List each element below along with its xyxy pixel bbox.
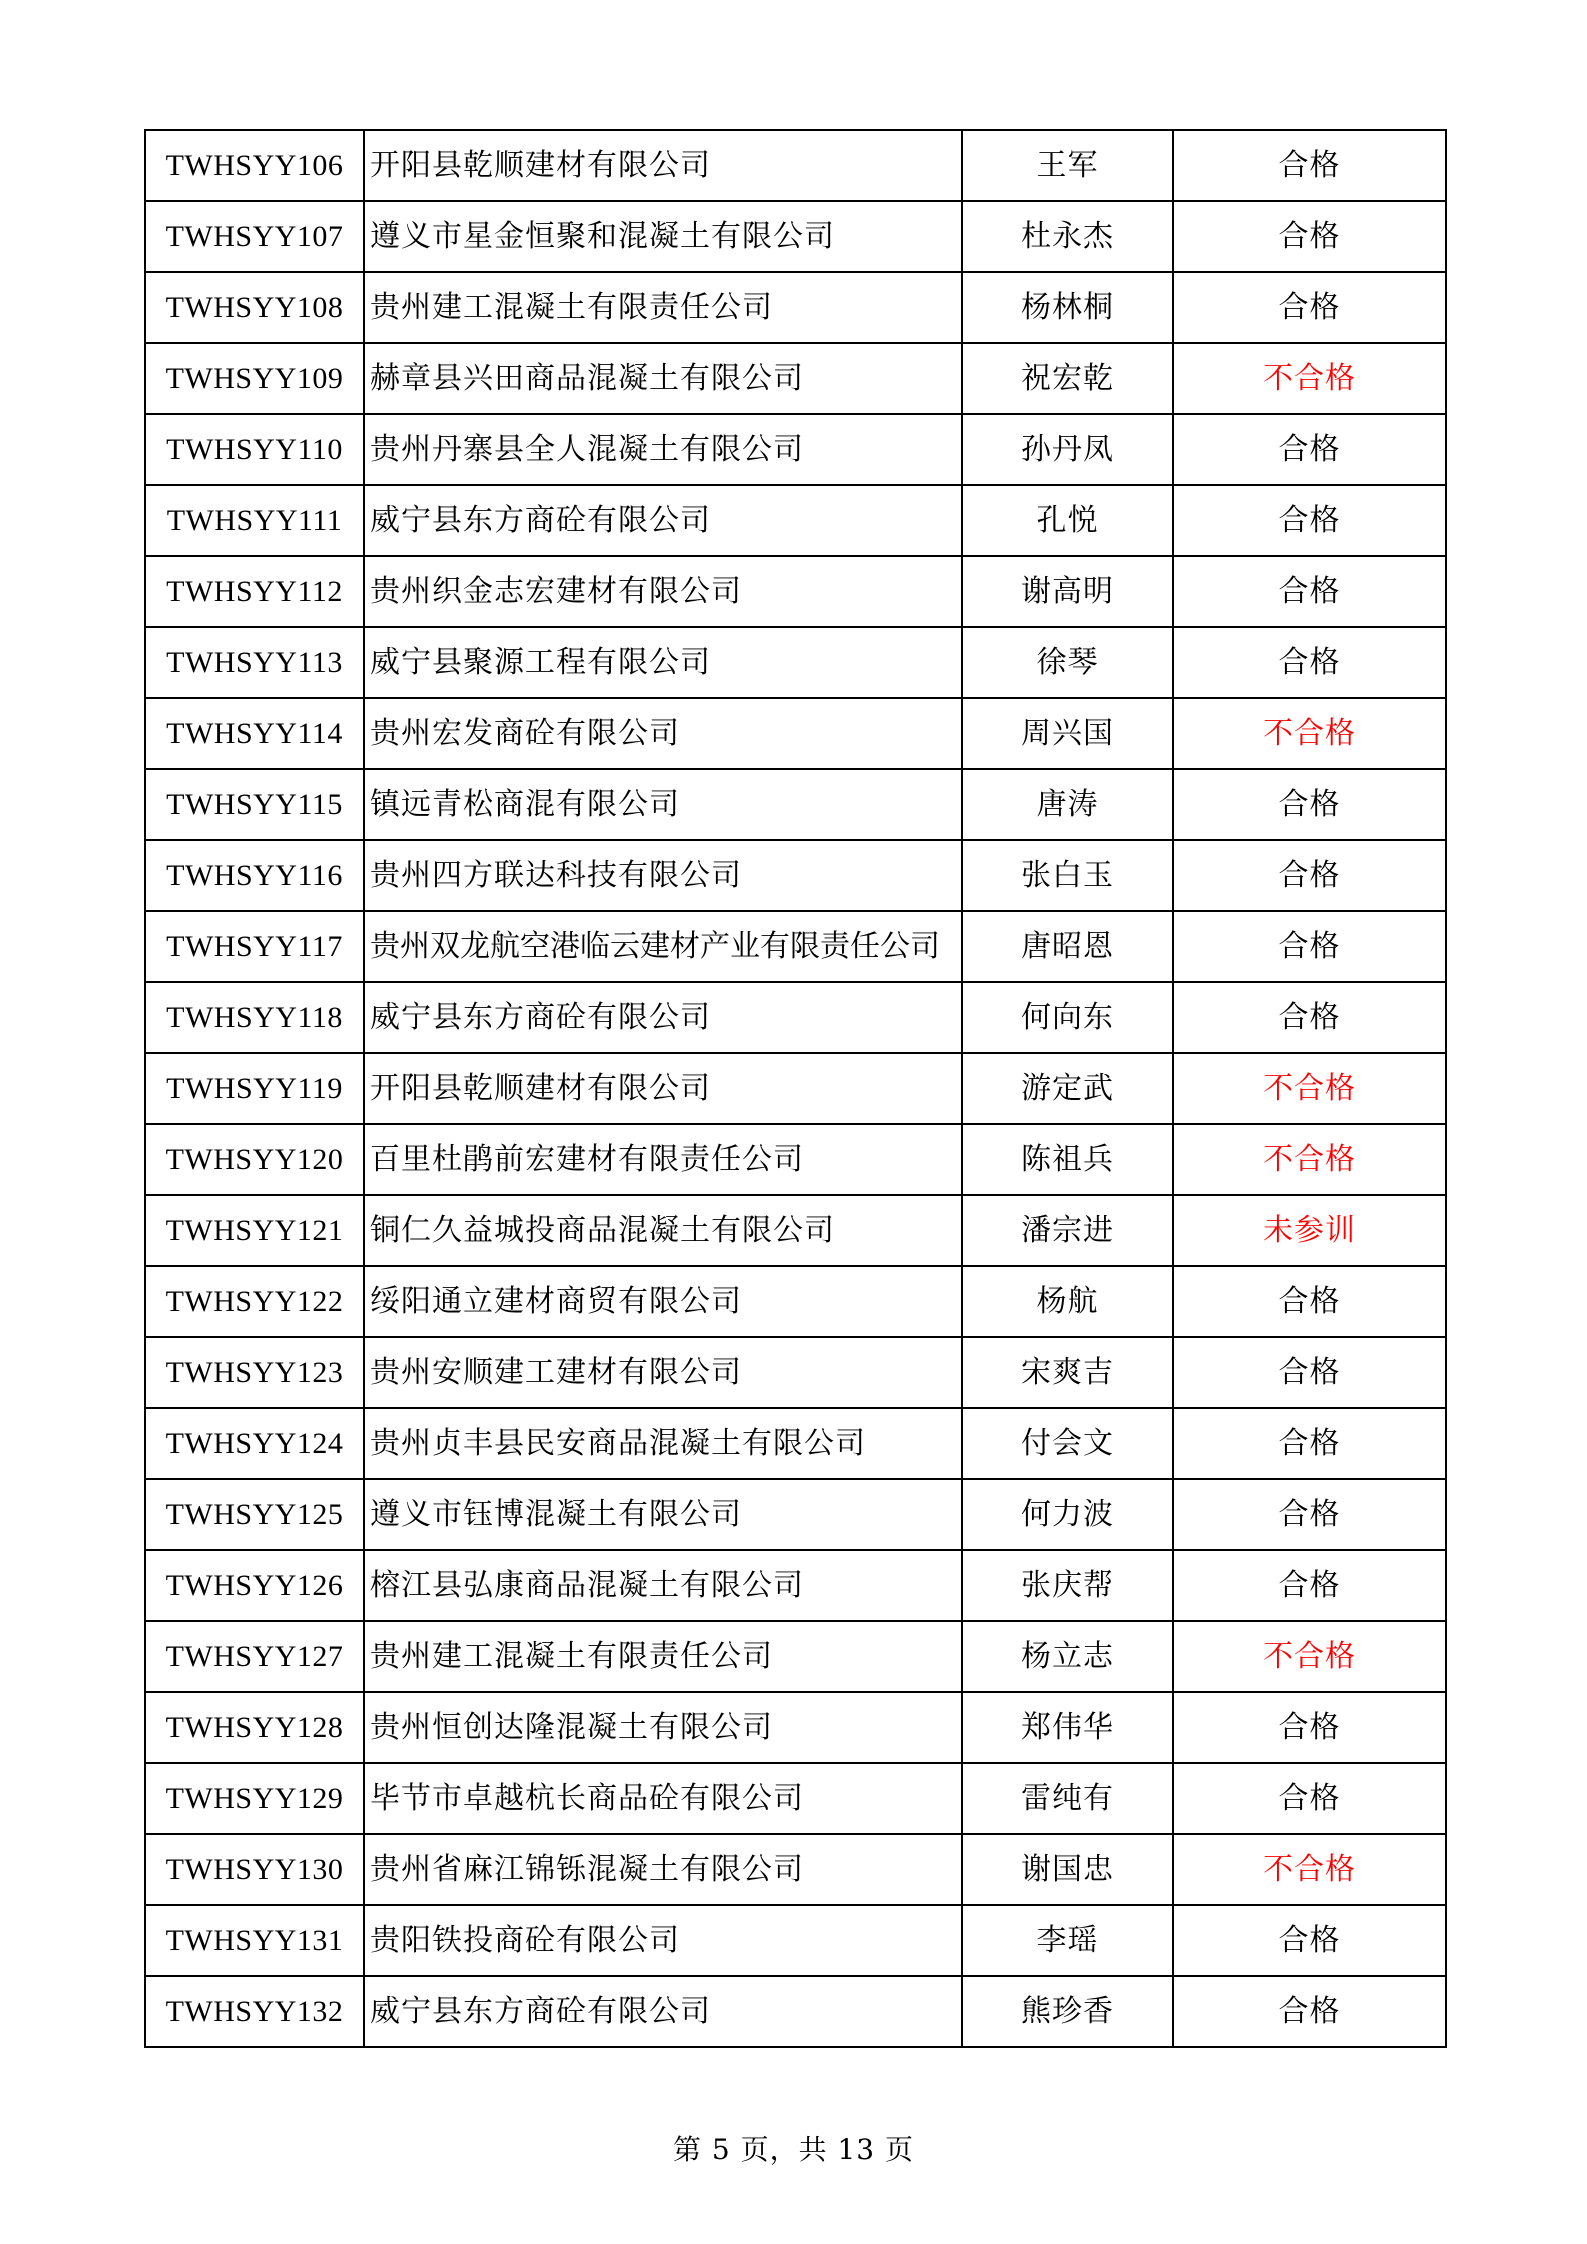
result-cell: 不合格 bbox=[1173, 1621, 1446, 1692]
person-name-cell: 宋爽吉 bbox=[962, 1337, 1173, 1408]
person-name-cell: 祝宏乾 bbox=[962, 343, 1173, 414]
result-cell: 合格 bbox=[1173, 1337, 1446, 1408]
company-name-cell: 威宁县东方商砼有限公司 bbox=[364, 485, 962, 556]
result-cell: 未参训 bbox=[1173, 1195, 1446, 1266]
table-row bbox=[145, 343, 1446, 414]
person-name-cell: 陈祖兵 bbox=[962, 1124, 1173, 1195]
record-id-cell: TWHSYY130 bbox=[145, 1834, 364, 1905]
person-name-cell: 郑伟华 bbox=[962, 1692, 1173, 1763]
result-cell: 合格 bbox=[1173, 130, 1446, 201]
record-id-cell: TWHSYY122 bbox=[145, 1266, 364, 1337]
record-id-cell: TWHSYY126 bbox=[145, 1550, 364, 1621]
person-name-cell: 唐昭恩 bbox=[962, 911, 1173, 982]
company-name-cell: 威宁县东方商砼有限公司 bbox=[364, 982, 962, 1053]
result-cell: 不合格 bbox=[1173, 1124, 1446, 1195]
person-name-cell: 杨航 bbox=[962, 1266, 1173, 1337]
company-name-cell: 威宁县东方商砼有限公司 bbox=[364, 1976, 962, 2047]
person-name-cell: 孔悦 bbox=[962, 485, 1173, 556]
record-id-cell: TWHSYY116 bbox=[145, 840, 364, 911]
company-name-cell: 百里杜鹃前宏建材有限责任公司 bbox=[364, 1124, 962, 1195]
result-cell: 不合格 bbox=[1173, 343, 1446, 414]
result-cell: 合格 bbox=[1173, 1763, 1446, 1834]
table-row bbox=[145, 769, 1446, 840]
table-row bbox=[145, 1337, 1446, 1408]
table-row bbox=[145, 1976, 1446, 2047]
result-cell: 合格 bbox=[1173, 1479, 1446, 1550]
table-row bbox=[145, 414, 1446, 485]
result-cell: 合格 bbox=[1173, 982, 1446, 1053]
person-name-cell: 杨林桐 bbox=[962, 272, 1173, 343]
result-cell: 合格 bbox=[1173, 769, 1446, 840]
person-name-cell: 李瑶 bbox=[962, 1905, 1173, 1976]
table-row bbox=[145, 840, 1446, 911]
result-cell: 合格 bbox=[1173, 1905, 1446, 1976]
company-name-cell: 开阳县乾顺建材有限公司 bbox=[364, 1053, 962, 1124]
person-name-cell: 付会文 bbox=[962, 1408, 1173, 1479]
result-cell: 合格 bbox=[1173, 201, 1446, 272]
result-cell: 不合格 bbox=[1173, 1053, 1446, 1124]
record-id-cell: TWHSYY131 bbox=[145, 1905, 364, 1976]
table-row bbox=[145, 911, 1446, 982]
result-cell: 合格 bbox=[1173, 556, 1446, 627]
record-id-cell: TWHSYY125 bbox=[145, 1479, 364, 1550]
person-name-cell: 雷纯有 bbox=[962, 1763, 1173, 1834]
company-name-cell: 铜仁久益城投商品混凝土有限公司 bbox=[364, 1195, 962, 1266]
record-id-cell: TWHSYY109 bbox=[145, 343, 364, 414]
company-name-cell: 贵阳铁投商砼有限公司 bbox=[364, 1905, 962, 1976]
person-name-cell: 唐涛 bbox=[962, 769, 1173, 840]
result-cell: 合格 bbox=[1173, 1976, 1446, 2047]
company-name-cell: 榕江县弘康商品混凝土有限公司 bbox=[364, 1550, 962, 1621]
results-table-body bbox=[145, 130, 1446, 2047]
result-cell: 合格 bbox=[1173, 911, 1446, 982]
company-name-cell: 贵州双龙航空港临云建材产业有限责任公司 bbox=[364, 911, 962, 982]
record-id-cell: TWHSYY106 bbox=[145, 130, 364, 201]
record-id-cell: TWHSYY124 bbox=[145, 1408, 364, 1479]
record-id-cell: TWHSYY110 bbox=[145, 414, 364, 485]
person-name-cell: 周兴国 bbox=[962, 698, 1173, 769]
company-name-cell: 贵州建工混凝土有限责任公司 bbox=[364, 1621, 962, 1692]
table-row bbox=[145, 272, 1446, 343]
table-row bbox=[145, 982, 1446, 1053]
person-name-cell: 谢高明 bbox=[962, 556, 1173, 627]
table-row bbox=[145, 1124, 1446, 1195]
person-name-cell: 杨立志 bbox=[962, 1621, 1173, 1692]
company-name-cell: 贵州安顺建工建材有限公司 bbox=[364, 1337, 962, 1408]
person-name-cell: 熊珍香 bbox=[962, 1976, 1173, 2047]
person-name-cell: 王军 bbox=[962, 130, 1173, 201]
company-name-cell: 贵州贞丰县民安商品混凝土有限公司 bbox=[364, 1408, 962, 1479]
company-name-cell: 贵州丹寨县全人混凝土有限公司 bbox=[364, 414, 962, 485]
table-row bbox=[145, 1550, 1446, 1621]
record-id-cell: TWHSYY112 bbox=[145, 556, 364, 627]
company-name-cell: 贵州建工混凝土有限责任公司 bbox=[364, 272, 962, 343]
person-name-cell: 谢国忠 bbox=[962, 1834, 1173, 1905]
result-cell: 合格 bbox=[1173, 414, 1446, 485]
company-name-cell: 贵州织金志宏建材有限公司 bbox=[364, 556, 962, 627]
company-name-cell: 赫章县兴田商品混凝土有限公司 bbox=[364, 343, 962, 414]
table-row bbox=[145, 485, 1446, 556]
company-name-cell: 贵州省麻江锦铄混凝土有限公司 bbox=[364, 1834, 962, 1905]
company-name-cell: 贵州宏发商砼有限公司 bbox=[364, 698, 962, 769]
result-cell: 合格 bbox=[1173, 485, 1446, 556]
person-name-cell: 徐琴 bbox=[962, 627, 1173, 698]
table-row bbox=[145, 1408, 1446, 1479]
table-row bbox=[145, 556, 1446, 627]
record-id-cell: TWHSYY108 bbox=[145, 272, 364, 343]
table-row bbox=[145, 1692, 1446, 1763]
record-id-cell: TWHSYY117 bbox=[145, 911, 364, 982]
table-row bbox=[145, 1621, 1446, 1692]
result-cell: 不合格 bbox=[1173, 1834, 1446, 1905]
table-row bbox=[145, 1834, 1446, 1905]
result-cell: 合格 bbox=[1173, 1692, 1446, 1763]
result-cell: 合格 bbox=[1173, 627, 1446, 698]
page-number-footer: 第 5 页，共 13 页 bbox=[672, 2133, 915, 2166]
table-row bbox=[145, 1763, 1446, 1834]
result-cell: 合格 bbox=[1173, 1408, 1446, 1479]
person-name-cell: 何力波 bbox=[962, 1479, 1173, 1550]
record-id-cell: TWHSYY114 bbox=[145, 698, 364, 769]
table-row bbox=[145, 201, 1446, 272]
person-name-cell: 杜永杰 bbox=[962, 201, 1173, 272]
result-cell: 合格 bbox=[1173, 1550, 1446, 1621]
record-id-cell: TWHSYY127 bbox=[145, 1621, 364, 1692]
person-name-cell: 孙丹凤 bbox=[962, 414, 1173, 485]
company-name-cell: 贵州恒创达隆混凝土有限公司 bbox=[364, 1692, 962, 1763]
person-name-cell: 游定武 bbox=[962, 1053, 1173, 1124]
result-cell: 不合格 bbox=[1173, 698, 1446, 769]
person-name-cell: 何向东 bbox=[962, 982, 1173, 1053]
company-name-cell: 遵义市钰博混凝土有限公司 bbox=[364, 1479, 962, 1550]
record-id-cell: TWHSYY115 bbox=[145, 769, 364, 840]
record-id-cell: TWHSYY129 bbox=[145, 1763, 364, 1834]
record-id-cell: TWHSYY111 bbox=[145, 485, 364, 556]
record-id-cell: TWHSYY128 bbox=[145, 1692, 364, 1763]
record-id-cell: TWHSYY121 bbox=[145, 1195, 364, 1266]
person-name-cell: 张白玉 bbox=[962, 840, 1173, 911]
record-id-cell: TWHSYY123 bbox=[145, 1337, 364, 1408]
company-name-cell: 毕节市卓越杭长商品砼有限公司 bbox=[364, 1763, 962, 1834]
table-row bbox=[145, 1266, 1446, 1337]
record-id-cell: TWHSYY107 bbox=[145, 201, 364, 272]
table-row bbox=[145, 1053, 1446, 1124]
company-name-cell: 贵州四方联达科技有限公司 bbox=[364, 840, 962, 911]
table-row bbox=[145, 1905, 1446, 1976]
company-name-cell: 遵义市星金恒聚和混凝土有限公司 bbox=[364, 201, 962, 272]
result-cell: 合格 bbox=[1173, 1266, 1446, 1337]
company-name-cell: 威宁县聚源工程有限公司 bbox=[364, 627, 962, 698]
record-id-cell: TWHSYY120 bbox=[145, 1124, 364, 1195]
company-name-cell: 开阳县乾顺建材有限公司 bbox=[364, 130, 962, 201]
table-row bbox=[145, 130, 1446, 201]
table-row bbox=[145, 1479, 1446, 1550]
result-cell: 合格 bbox=[1173, 272, 1446, 343]
person-name-cell: 潘宗进 bbox=[962, 1195, 1173, 1266]
results-table bbox=[144, 129, 1447, 2048]
record-id-cell: TWHSYY119 bbox=[145, 1053, 364, 1124]
table-row bbox=[145, 1195, 1446, 1266]
table-row bbox=[145, 698, 1446, 769]
result-cell: 合格 bbox=[1173, 840, 1446, 911]
person-name-cell: 张庆帮 bbox=[962, 1550, 1173, 1621]
table-row bbox=[145, 627, 1446, 698]
record-id-cell: TWHSYY132 bbox=[145, 1976, 364, 2047]
company-name-cell: 绥阳通立建材商贸有限公司 bbox=[364, 1266, 962, 1337]
record-id-cell: TWHSYY118 bbox=[145, 982, 364, 1053]
record-id-cell: TWHSYY113 bbox=[145, 627, 364, 698]
company-name-cell: 镇远青松商混有限公司 bbox=[364, 769, 962, 840]
